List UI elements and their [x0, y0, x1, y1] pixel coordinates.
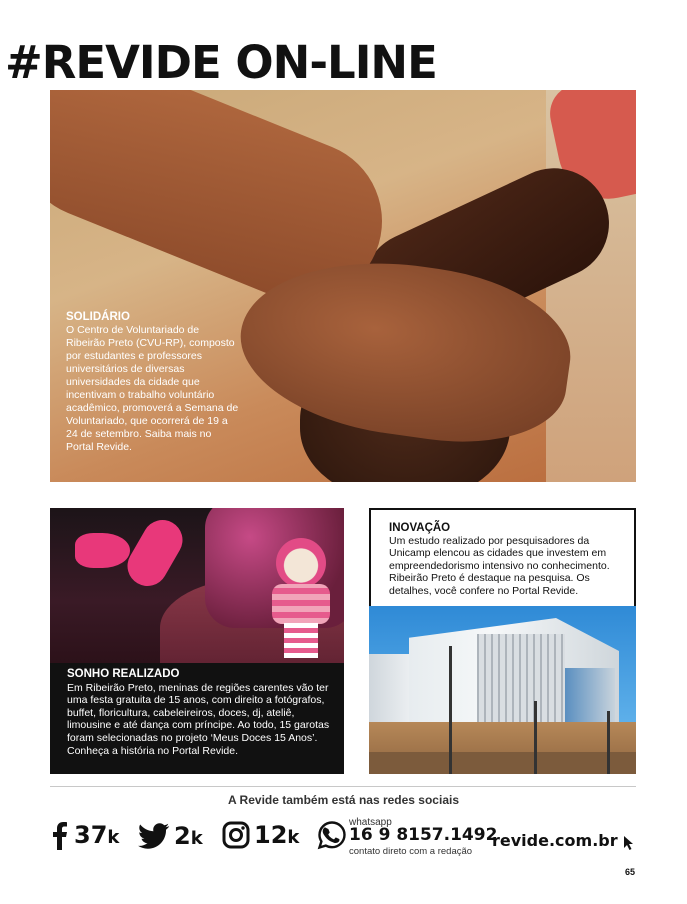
page-headline: #REVIDE ON-LINE [5, 36, 437, 89]
footer-divider [50, 786, 636, 787]
page-number: 65 [625, 867, 636, 877]
facebook-suffix: k [107, 827, 120, 848]
whatsapp-subtext: contato direto com a redação [349, 846, 473, 857]
solidario-caption [66, 311, 241, 454]
instagram-suffix: k [287, 827, 300, 848]
instagram-count: 12 [254, 821, 288, 849]
instagram-icon [222, 821, 250, 849]
facebook-count: 37 [74, 821, 108, 849]
instagram-link[interactable] [222, 821, 299, 849]
solidario-text: O Centro de Voluntariado de Ribeirão Preto (CVU-RP), composto por estudantes e professores universitários de diversas universidades da cidade que incentivam o trabalho voluntário acadêmico, promoverá a Semana de Voluntariado, que ocorrerá de 19 a 24 de setembro. Saiba mais no Portal Revide. [66, 324, 239, 453]
whatsapp-number: 16 9 8157.1492 [349, 825, 498, 845]
inovacao-caption [369, 508, 636, 606]
site-url: revide.com.br [492, 831, 618, 850]
twitter-icon [138, 823, 170, 849]
cursor-icon [623, 835, 635, 851]
inovacao-text: Um estudo realizado por pesquisadores da Unicamp elencou as cidades que investem em empreendedorismo intensivo no conhecimento. Ribeirão Preto é destaque na pesquisa. Os detalhes, você confere no Portal Revide. [389, 534, 610, 597]
twitter-link[interactable] [138, 822, 203, 850]
sonho-caption [50, 663, 344, 774]
twitter-suffix: k [190, 828, 203, 849]
inovacao-photo [369, 606, 636, 774]
whatsapp-contact[interactable] [317, 817, 498, 861]
solidario-title: SOLIDÁRIO [66, 311, 130, 323]
sonho-photo [50, 508, 344, 663]
facebook-link[interactable] [50, 820, 119, 850]
twitter-count: 2 [174, 822, 191, 850]
social-title: A Revide também está nas redes sociais [228, 793, 459, 807]
sonho-title: SONHO REALIZADO [67, 668, 180, 680]
whatsapp-icon [317, 820, 347, 850]
whatsapp-label: whatsapp [349, 817, 392, 828]
sonho-text: Em Ribeirão Preto, meninas de regiões carentes vão ter uma festa gratuita de 15 anos, com direito a fotógrafos, buffet, floricultura, cabeleireiros, doces, dj, ateliê, limousine e até dança com príncipe. Ao todo, 15 garotas foram selecionadas no projeto ‘Meus Doces 15 Anos’. Conheça a história no Portal Revide. [67, 681, 330, 757]
inovacao-title: INOVAÇÃO [389, 522, 451, 534]
site-link[interactable] [492, 831, 635, 851]
facebook-icon [50, 820, 68, 850]
